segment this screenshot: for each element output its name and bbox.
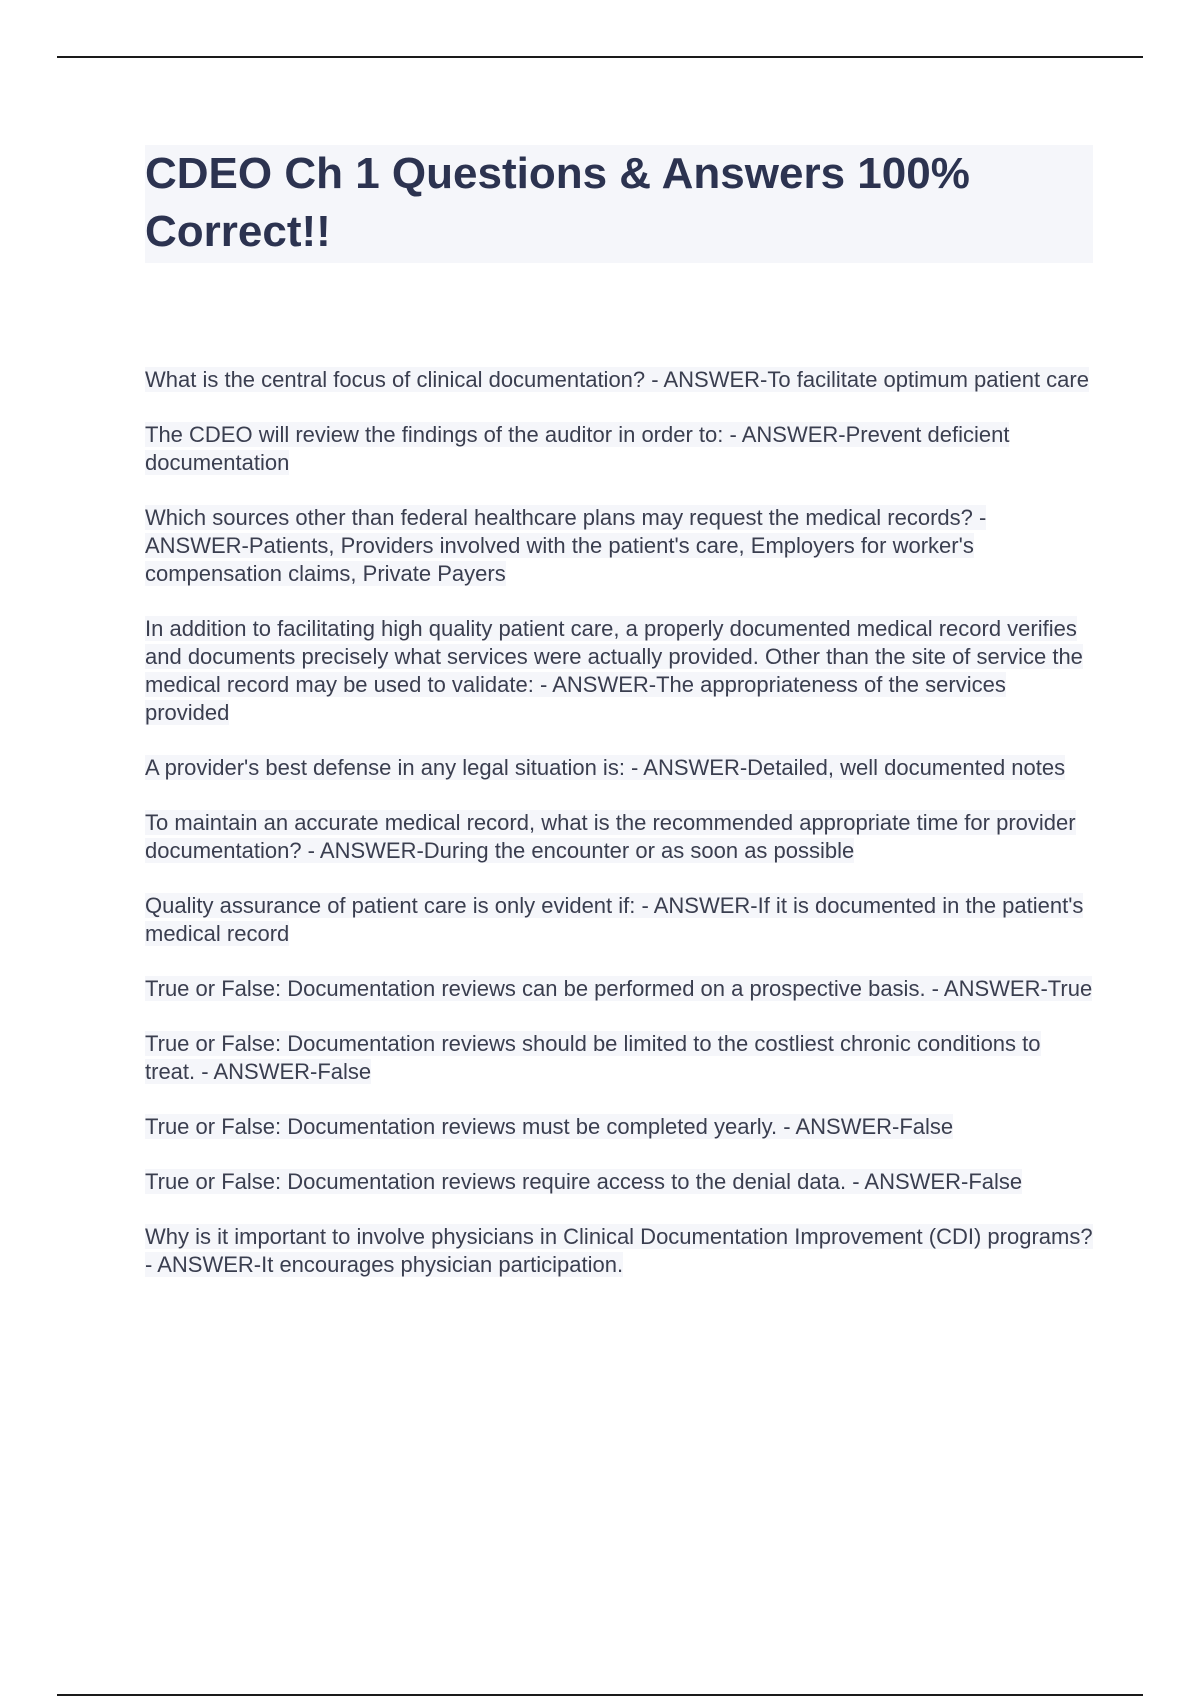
qa-list xyxy=(145,366,1095,1306)
qa-text: True or False: Documentation reviews can be performed on a prospective basis. - ANSWER-True xyxy=(145,976,1093,1001)
qa-text: A provider's best defense in any legal situation is: - ANSWER-Detailed, well documented notes xyxy=(145,755,1066,780)
qa-text: In addition to facilitating high quality patient care, a properly documented medical record verifies and documents precisely what services were actually provided. Other than the site of service the medical record may be used to validate: - ANSWER-The appropriateness of the services provided xyxy=(145,616,1083,725)
qa-item-2 xyxy=(145,421,1095,477)
qa-text: True or False: Documentation reviews require access to the denial data. - ANSWER-False xyxy=(145,1169,1023,1194)
qa-text: Which sources other than federal healthcare plans may request the medical records? - ANSWER-Patients, Providers involved with the patient's care, Employers for worker's compensation claims, Private Payers xyxy=(145,505,987,586)
title-block xyxy=(145,145,1093,263)
qa-text: Quality assurance of patient care is only evident if: - ANSWER-If it is documented in the patient's medical record xyxy=(145,893,1084,946)
qa-item-4 xyxy=(145,615,1095,727)
qa-text: True or False: Documentation reviews should be limited to the costliest chronic conditions to treat. - ANSWER-False xyxy=(145,1031,1041,1084)
qa-item-8 xyxy=(145,975,1095,1003)
top-rule xyxy=(57,56,1143,58)
qa-item-10 xyxy=(145,1113,1095,1141)
qa-text: Why is it important to involve physicians in Clinical Documentation Improvement (CDI) programs? - ANSWER-It encourages physician participation. xyxy=(145,1224,1093,1277)
qa-item-9 xyxy=(145,1030,1095,1086)
bottom-rule xyxy=(57,1694,1143,1696)
qa-text: The CDEO will review the findings of the auditor in order to: - ANSWER-Prevent deficient documentation xyxy=(145,422,1010,475)
qa-item-7 xyxy=(145,892,1095,948)
qa-item-11 xyxy=(145,1168,1095,1196)
qa-item-3 xyxy=(145,504,1095,588)
qa-item-6 xyxy=(145,809,1095,865)
qa-item-12 xyxy=(145,1223,1095,1279)
qa-item-5 xyxy=(145,754,1095,782)
qa-text: To maintain an accurate medical record, what is the recommended appropriate time for provider documentation? - ANSWER-During the encounter or as soon as possible xyxy=(145,810,1076,863)
page-title: CDEO Ch 1 Questions & Answers 100% Correct!! xyxy=(145,149,970,256)
qa-text: What is the central focus of clinical documentation? - ANSWER-To facilitate optimum patient care xyxy=(145,367,1089,392)
qa-text: True or False: Documentation reviews must be completed yearly. - ANSWER-False xyxy=(145,1114,954,1139)
qa-item-1 xyxy=(145,366,1095,394)
